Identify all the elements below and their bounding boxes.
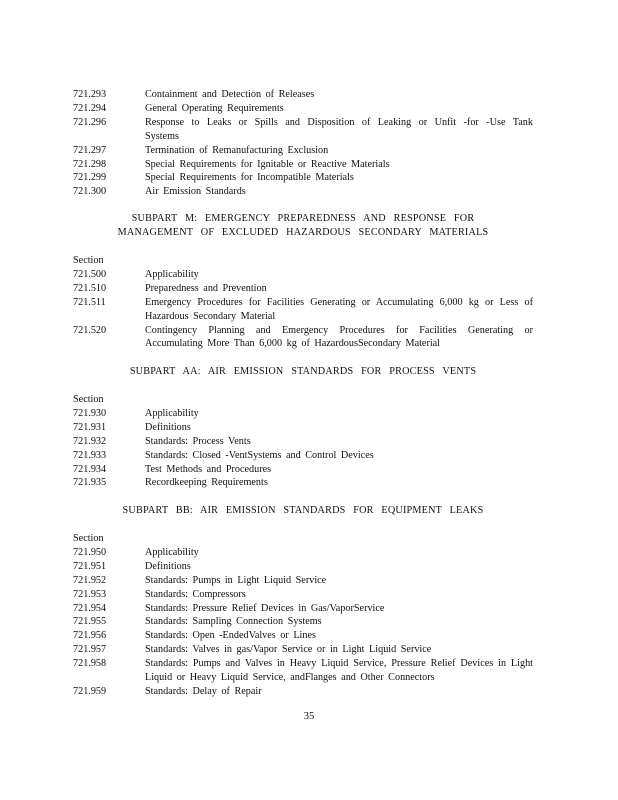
list-item [73,171,533,185]
list-item [73,296,533,324]
page-number: 35 [303,711,315,722]
section-title: Standards: Sampling Connection Systems [145,616,322,628]
subpart-m-section-list [73,254,533,351]
list-item [73,158,533,172]
section-title: Emergency Procedures for Facilities Generating or Accumulating 6,000 kg or Less of Hazardous Secondary Material [145,296,533,322]
section-number: 721.520 [73,324,107,336]
list-item [73,421,533,435]
section-title: Termination of Remanufacturing Exclusion [145,144,329,156]
section-title: Standards: Compressors [145,588,246,600]
list-item [73,615,533,629]
section-number: 721.299 [73,172,107,184]
list-item [73,546,533,560]
subpart-m-heading-line-2: MANAGEMENT OF EXCLUDED HAZARDOUS SECONDARY MATERIALS [117,227,489,238]
subpart-aa-section-list [73,393,533,490]
list-item [73,574,533,588]
section-title: Standards: Closed -VentSystems and Control Devices [145,449,374,461]
section-number: 721.952 [73,574,107,586]
section-number: 721.511 [73,296,106,308]
section-number: 721.950 [73,546,107,558]
list-item [73,463,533,477]
section-title: Test Methods and Procedures [145,463,272,475]
list-item [73,435,533,449]
section-title: Containment and Detection of Releases [145,89,315,100]
section-title: General Operating Requirements [145,102,284,114]
section-number: 721.932 [73,435,107,447]
list-item [73,282,533,296]
section-number: 721.955 [73,616,107,628]
section-title: Special Requirements for Incompatible Materials [145,172,354,184]
section-label: Section [73,533,104,544]
section-number: 721.297 [73,144,107,156]
section-number: 721.934 [73,463,107,475]
section-title: Standards: Pressure Relief Devices in Gas/VaporService [145,602,385,614]
section-title: Standards: Pumps in Light Liquid Service [145,574,327,586]
section-number: 721.293 [73,89,107,100]
list-item [73,407,533,421]
section-title: Standards: Process Vents [145,435,251,447]
subpart-m-heading [73,212,533,240]
section-title: Applicability [145,546,199,558]
list-item [73,643,533,657]
list-item [73,657,533,685]
list-item [73,116,533,144]
section-title: Response to Leaks or Spills and Disposition of Leaking or Unfit -for -Use Tank Systems [145,116,533,142]
subpart-bb-section-list [73,532,533,699]
section-number: 721.931 [73,421,107,433]
section-number: 721.300 [73,186,107,198]
section-number: 721.933 [73,449,107,461]
section-number: 721.500 [73,268,107,280]
list-item [73,88,533,102]
section-number: 721.956 [73,630,107,642]
list-item [73,449,533,463]
section-list-continued [73,88,533,199]
section-number: 721.298 [73,158,107,170]
list-item [73,144,533,158]
section-number: 721.294 [73,102,107,114]
section-title: Applicability [145,268,199,280]
section-number: 721.951 [73,560,107,572]
list-item [73,685,533,699]
section-number: 721.959 [73,685,107,697]
section-number: 721.957 [73,644,107,656]
section-title: Standards: Valves in gas/Vapor Service or in Light Liquid Service [145,644,432,656]
section-number: 721.510 [73,282,107,294]
section-number: 721.954 [73,602,107,614]
section-title: Standards: Open -EndedValves or Lines [145,630,316,642]
section-title: Standards: Delay of Repair [145,685,262,697]
section-title: Preparedness and Prevention [145,282,267,294]
section-number: 721.953 [73,588,107,600]
section-number: 721.935 [73,477,107,489]
list-item [73,560,533,574]
list-item [73,476,533,490]
list-item [73,324,533,352]
section-title: Air Emission Standards [145,186,246,198]
subpart-aa-heading: SUBPART AA: AIR EMISSION STANDARDS FOR PROCESS VENTS [129,366,477,377]
list-item [73,268,533,282]
section-title: Definitions [145,421,191,433]
list-item [73,102,533,116]
section-title: Recordkeeping Requirements [145,477,268,489]
section-title: Special Requirements for Ignitable or Reactive Materials [145,158,390,170]
list-item [73,629,533,643]
section-label: Section [73,394,104,405]
section-title: Standards: Pumps and Valves in Heavy Liquid Service, Pressure Relief Devices in Light Liquid or Heavy Liquid Service, andFlanges and Other Connectors [145,658,533,684]
subpart-m-heading-line-1: SUBPART M: EMERGENCY PREPAREDNESS AND RESPONSE FOR [131,213,475,224]
section-number: 721.296 [73,116,107,128]
section-title: Definitions [145,560,191,572]
subpart-bb-heading: SUBPART BB: AIR EMISSION STANDARDS FOR EQUIPMENT LEAKS [122,505,484,516]
list-item [73,185,533,199]
section-number: 721.958 [73,658,107,670]
list-item [73,602,533,616]
section-number: 721.930 [73,407,107,419]
section-title: Applicability [145,407,199,419]
section-label: Section [73,255,104,266]
list-item [73,588,533,602]
section-title: Contingency Planning and Emergency Procedures for Facilities Generating or Accumulating More Than 6,000 kg of HazardousSecondary Material [145,324,533,350]
